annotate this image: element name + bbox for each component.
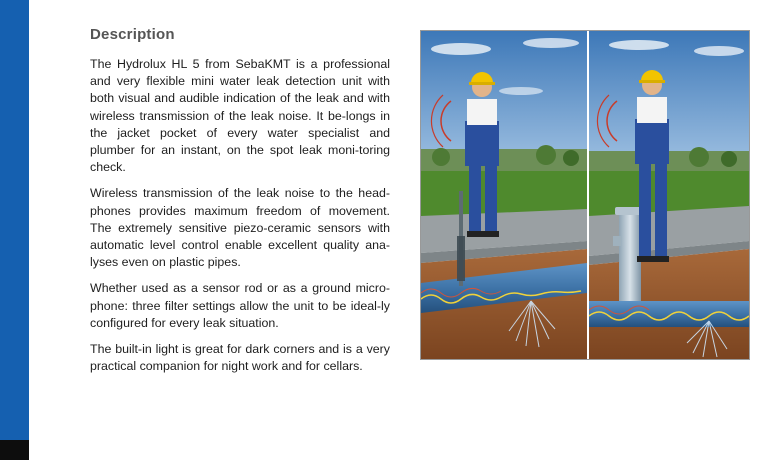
section-heading: Description bbox=[90, 26, 175, 43]
description-column bbox=[90, 26, 390, 384]
left-blue-sidebar bbox=[0, 0, 29, 440]
paragraph-light: The built-in light is great for dark corners and is a very practical companion for night work and for cellars. bbox=[90, 342, 390, 374]
sensor-rod-scene bbox=[421, 31, 587, 359]
paragraph-intro: The Hydrolux HL 5 from SebaKMT is a professional and very flexible mini water leak detection unit with both visual and audible indication of the leak and with wireless transmission of the leak noise. It be-longs in the jacket pocket of every water specialist and plumber for an instant, on the spot leak moni-toring check. bbox=[90, 57, 390, 175]
paragraph-wireless: Wireless transmission of the leak noise to the head-phones provides maximum freedom of movement. The extremely sensitive piezo-ceramic sensors with automatic level control enable excellent quality ana-lyses even on plastic pipes. bbox=[90, 186, 390, 270]
ground-microphone-scene bbox=[589, 31, 749, 359]
sidebar-footer-block bbox=[0, 440, 29, 460]
illustration-figure bbox=[420, 30, 750, 360]
paragraph-filters: Whether used as a sensor rod or as a ground micro-phone: three filter settings allow the unit to be ideal-ly configured for every leak situation. bbox=[90, 281, 390, 330]
